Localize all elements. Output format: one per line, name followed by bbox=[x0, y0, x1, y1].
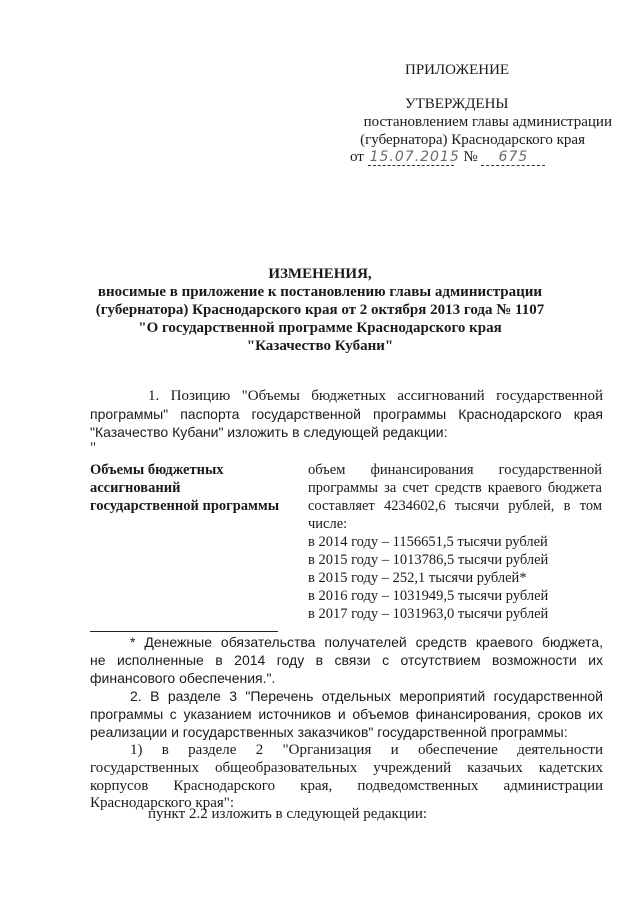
from-label: от bbox=[350, 149, 364, 165]
number-label: № bbox=[463, 149, 478, 165]
funding-2016: в 2016 году – 1031949,5 тысячи рублей bbox=[308, 588, 549, 604]
approved-label: УТВЕРЖДЕНЫ bbox=[405, 96, 509, 112]
footnote-line-1: * Денежные обязательства получателей средств краевого бюджета, bbox=[130, 634, 603, 650]
table-right-line-3: составляет 4234602,6 тысячи рублей, в том bbox=[308, 498, 602, 514]
title-line-1: вносимые в приложение к постановлению главы администрации bbox=[97, 284, 543, 300]
funding-2015: в 2015 году – 1013786,5 тысячи рублей bbox=[308, 552, 549, 568]
item1-line-3: "Казачество Кубани" изложить в следующей редакции: bbox=[90, 424, 448, 440]
funding-2015-extra: в 2015 году – 252,1 тысячи рублей* bbox=[308, 570, 527, 586]
funding-2014: в 2014 году – 1156651,5 тысячи рублей bbox=[308, 534, 548, 550]
handwritten-date: 15.07.2015 bbox=[369, 149, 460, 165]
table-left-line-1: Объемы бюджетных bbox=[90, 462, 224, 478]
item2-line-1: 2. В разделе 3 "Перечень отдельных мероприятий государственной bbox=[130, 688, 603, 704]
sub1-line-1: 1) в разделе 2 "Организация и обеспечение деятельности bbox=[130, 742, 603, 758]
table-left-line-2: ассигнований bbox=[90, 480, 181, 496]
sub1-line-2: государственных общеобразовательных учреждений казачьих кадетских bbox=[90, 760, 603, 776]
title-line-2: (губернатора) Краснодарского края от 2 октября 2013 года № 1107 bbox=[95, 302, 545, 318]
footnote-line-2: не исполненные в 2014 году в связи с отсутствием возможности их bbox=[90, 652, 603, 668]
sub1-line-3: корпусов Краснодарского края, подведомственных администрации bbox=[90, 778, 603, 794]
title-line-3: "О государственной программе Краснодарского края bbox=[138, 320, 502, 336]
handwritten-number: 675 bbox=[481, 149, 545, 166]
item1-line-2: программы" паспорта государственной программы Краснодарского края bbox=[90, 406, 603, 422]
sub1-line-4: Краснодарского края": bbox=[90, 795, 235, 811]
table-right-line-2: программы за счет средств краевого бюджета bbox=[308, 480, 602, 496]
funding-2017: в 2017 году – 1031963,0 тысячи рублей bbox=[308, 606, 549, 622]
sub1-line-5: пункт 2.2 изложить в следующей редакции: bbox=[148, 806, 428, 822]
approval-line-2: (губернатора) Краснодарского края bbox=[360, 132, 585, 148]
item2-line-3: реализации и государственных заказчиков" государственной программы: bbox=[90, 724, 568, 740]
table-right-line-4: числе: bbox=[308, 516, 348, 532]
document-heading: ИЗМЕНЕНИЯ, bbox=[268, 266, 372, 282]
footnote-separator bbox=[90, 631, 278, 632]
approval-line-1: постановлением главы администрации bbox=[363, 114, 612, 130]
title-line-4: "Казачество Кубани" bbox=[246, 338, 394, 354]
approval-date-line bbox=[350, 149, 545, 166]
quote-open: " bbox=[90, 440, 97, 456]
appendix-label: ПРИЛОЖЕНИЕ bbox=[405, 62, 510, 78]
item1-line-1: 1. Позицию "Объемы бюджетных ассигнований государственной bbox=[148, 388, 603, 404]
footnote-line-3: финансового обеспечения.". bbox=[90, 670, 276, 686]
table-left-line-3: государственной программы bbox=[90, 498, 280, 514]
item2-line-2: программы с указанием источников и объемов финансирования, сроков их bbox=[90, 706, 603, 722]
table-right-line-1: объем финансирования государственной bbox=[308, 462, 602, 478]
